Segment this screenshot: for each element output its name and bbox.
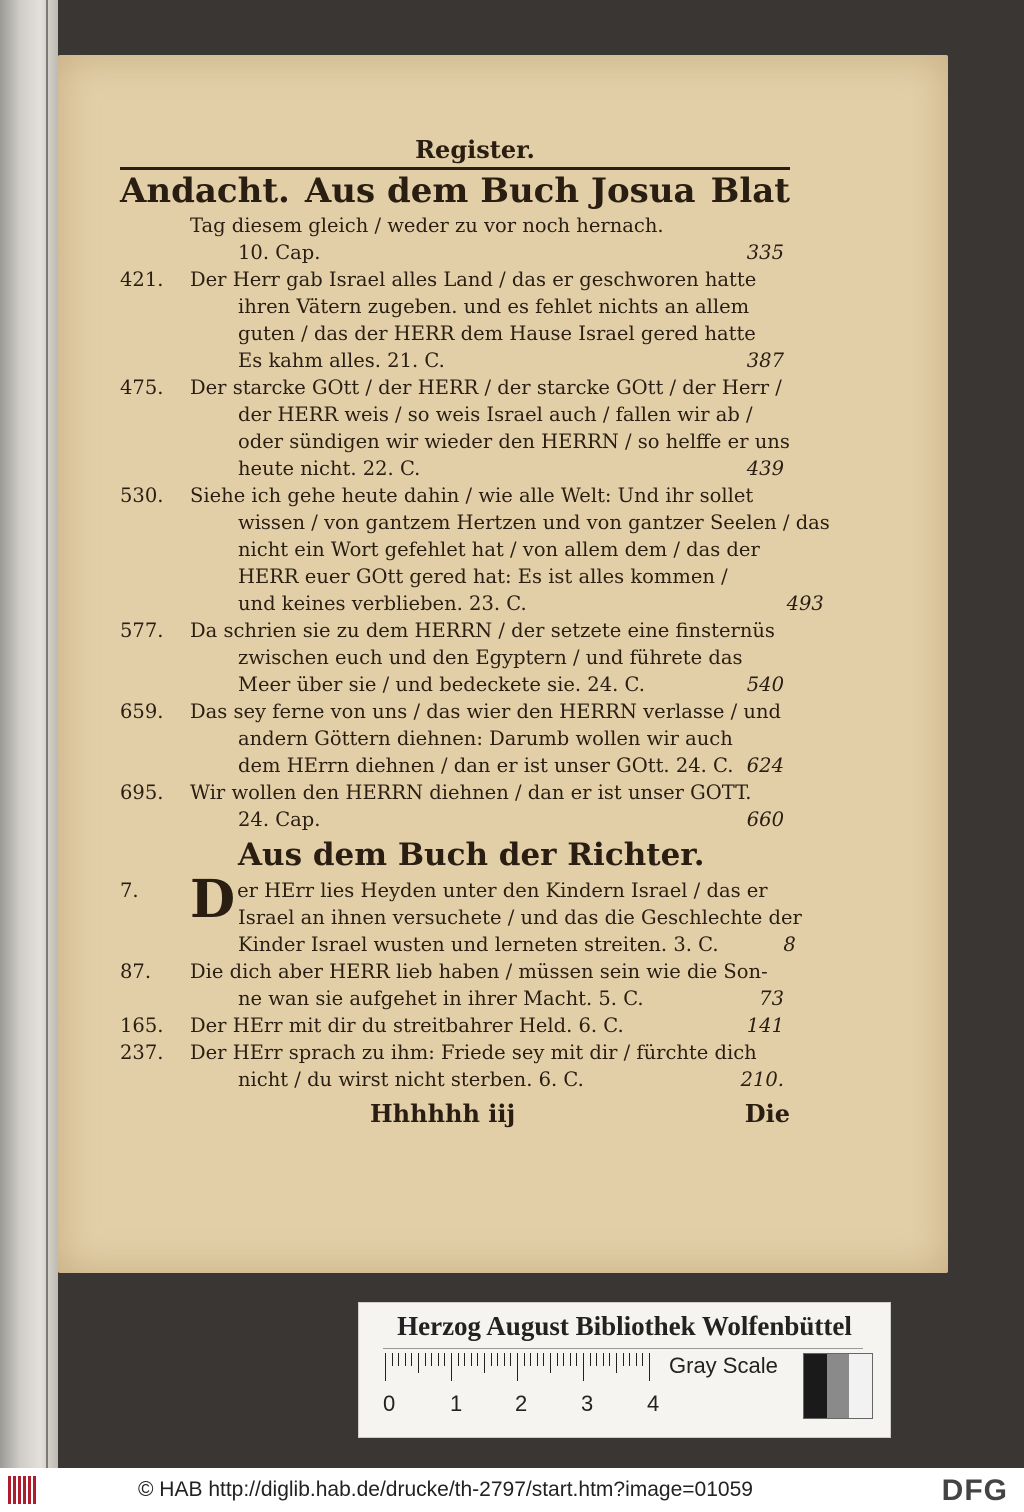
index-entry [120,374,790,482]
entry-last-line [190,455,790,482]
logo-bar [33,1476,36,1504]
entry-text [190,869,802,958]
logo-bar [23,1476,26,1504]
ruler-tick [504,1353,505,1366]
entry-line: Der Herr gab Israel alles Land / das er geschworen hatte [190,268,757,291]
ruler-tick [464,1353,465,1366]
index-entry [120,869,802,958]
entry-line: zwischen euch und den Egyptern / und führete das [238,646,743,669]
richter-entries [120,869,802,1093]
entry-text [190,212,790,266]
ruler-tick [458,1353,459,1366]
ruler-tick [543,1353,544,1366]
ruler-tick [477,1353,478,1366]
page-reference: 73 [759,987,784,1010]
entry-reference: Kinder Israel wusten und lerneten streiten. 3. C. [238,933,719,956]
page-reference: 540 [746,673,784,696]
ruler-tick [405,1353,406,1366]
entry-last-line [190,671,790,698]
entry-line: guten / das der HERR dem Hause Israel gered hatte [238,322,756,345]
ruler-tick [649,1353,650,1381]
ruler-tick [629,1353,630,1366]
left-page-edge [0,0,58,1468]
logo-bar [28,1476,31,1504]
entry-line: Wir wollen den HERRN diehnen / dan er ist unser GOTT. [190,781,752,804]
page-reference: 624 [746,754,784,777]
ruler-tick [524,1353,525,1366]
page-reference: 335 [746,241,784,264]
index-entry [120,212,790,266]
entry-last-line [190,239,790,266]
entry-number: 577. [120,619,164,642]
entry-line: wissen / von gantzem Hertzen und von gantzer Seelen / das [238,511,830,534]
ruler-tick [425,1353,426,1366]
entry-number [120,212,190,266]
ruler-tick [444,1353,445,1366]
entry-line: Die dich aber HERR lieb haben / müssen sein wie die Son- [190,960,768,983]
gray-scale-label: Gray Scale [669,1353,778,1378]
logo-bar [8,1476,11,1504]
header-right: Blat [710,171,790,211]
catchword: Die [744,1099,790,1128]
page-reference: 210. [740,1068,784,1091]
copyright-link[interactable]: © HAB http://diglib.hab.de/drucke/th-2797/start.htm?image=01059 [138,1478,753,1501]
column-header [120,170,790,212]
entry-number: 7. [120,879,139,902]
entry-text [190,958,790,1012]
ruler-tick [411,1353,412,1366]
entry-text [190,779,790,833]
index-entry [120,698,790,779]
entry-last-line [190,1012,790,1039]
entry-line: Der HErr lies Heyden unter den Kindern Israel / das er [190,869,768,930]
entry-last-line [190,347,790,374]
index-entry [120,958,790,1012]
ruler-tick [398,1353,399,1366]
entry-number: 87. [120,960,152,983]
entry-number: 695. [120,781,164,804]
index-entry [120,779,790,833]
entry-line: Der starcke GOtt / der HERR / der starcke GOtt / der Herr / [190,376,782,399]
dfg-logo: DFG [941,1474,1008,1507]
page-footer [120,1099,790,1128]
book-page [58,55,948,1273]
gray-swatches [803,1353,873,1419]
entry-text [190,482,830,617]
entry-reference: Der HErr mit dir du streitbahrer Held. 6. C. [190,1014,624,1037]
entry-reference: und keines verblieben. 23. C. [238,592,527,615]
josua-entries [120,212,830,833]
ruler-tick [451,1353,452,1381]
gray-swatch [827,1354,850,1418]
entry-text [190,1012,790,1039]
ruler-tick [484,1353,485,1373]
header-middle: Aus dem Buch Josua [304,171,696,211]
ruler-tick [491,1353,492,1366]
ruler-tick [510,1353,511,1366]
ruler-tick [570,1353,571,1366]
entry-line: Das sey ferne von uns / das wier den HERRN verlasse / und [190,700,782,723]
entry-line: Tag diesem gleich / weder zu vor noch hernach. [190,214,664,237]
ruler-tick [497,1353,498,1366]
entry-last-line [190,752,790,779]
ruler-tick [537,1353,538,1366]
entry-line: nicht ein Wort gefehlet hat / von allem dem / das der [238,538,760,561]
ruler-number: 0 [383,1391,396,1416]
page-reference: 141 [746,1014,784,1037]
entry-line: ihren Vätern zugeben. und es fehlet nichts an allem [238,295,750,318]
ruler-tick [530,1353,531,1366]
entry-text [190,1039,790,1093]
ruler-tick [576,1353,577,1366]
ruler-tick [623,1353,624,1366]
ruler-tick [616,1353,617,1373]
entry-text [190,266,790,374]
signature-mark: Hhhhhh iij [370,1099,516,1128]
ruler-tick [517,1353,518,1381]
ruler-tick [603,1353,604,1366]
entry-text [190,374,790,482]
ruler-number: 3 [581,1391,594,1416]
entry-reference: 10. Cap. [238,241,321,264]
entry-last-line [190,806,790,833]
running-head: Register. [415,135,535,164]
ruler-number: 1 [450,1391,463,1416]
entry-line: Da schrien sie zu dem HERRN / der setzete eine finsternüs [190,619,775,642]
ruler-tick [418,1353,419,1373]
ruler-tick [642,1353,643,1366]
page-reference: 493 [786,592,824,615]
entry-last-line [190,1066,790,1093]
ruler-tick [550,1353,551,1373]
entry-text [190,617,790,698]
ruler-number: 4 [647,1391,660,1416]
entry-reference: heute nicht. 22. C. [238,457,421,480]
library-name: Herzog August Bibliothek Wolfenbüttel [397,1311,852,1341]
entry-reference: 24. Cap. [238,808,321,831]
index-entry [120,617,790,698]
ruler-tick [392,1353,393,1366]
gray-swatch [849,1354,872,1418]
entry-line: andern Göttern diehnen: Darumb wollen wir auch [238,727,733,750]
logo-bar [18,1476,21,1504]
entry-line: Siehe ich gehe heute dahin / wie alle Welt: Und ihr sollet [190,484,754,507]
page-reference: 660 [746,808,784,831]
page-reference: 8 [783,933,796,956]
gray-swatch [804,1354,827,1418]
entry-reference: Es kahm alles. 21. C. [238,349,445,372]
ruler-tick [636,1353,637,1366]
entry-number: 421. [120,268,164,291]
entry-number: 237. [120,1041,164,1064]
entry-number: 530. [120,484,164,507]
measurement-ruler [385,1353,655,1381]
ruler-tick [438,1353,439,1366]
section-title: Aus dem Buch der Richter. [238,837,705,873]
entry-last-line [190,590,830,617]
ruler-tick [431,1353,432,1366]
entry-line: Der HErr sprach zu ihm: Friede sey mit dir / fürchte dich [190,1041,757,1064]
color-scale-card [358,1302,891,1438]
entry-line: HERR euer GOtt gered hat: Es ist alles kommen / [238,565,728,588]
entry-text [190,698,790,779]
index-entry [120,266,790,374]
page-reference: 387 [746,349,784,372]
entry-number: 475. [120,376,164,399]
ruler-tick [609,1353,610,1366]
header-left: Andacht. [120,171,290,211]
ruler-tick [590,1353,591,1366]
ruler-tick [557,1353,558,1366]
index-entry [120,482,830,617]
entry-reference: Meer über sie / und bedeckete sie. 24. C. [238,673,645,696]
entry-line: Israel an ihnen versuchete / und das die Geschlechte der [238,906,802,929]
ruler-number: 2 [515,1391,528,1416]
entry-line: oder sündigen wir wieder den HERRN / so helffe er uns [238,430,790,453]
ruler-tick [385,1353,386,1381]
entry-reference: dem HErrn diehnen / dan er ist unser GOtt. 24. C. [238,754,734,777]
ruler-tick [471,1353,472,1366]
entry-last-line [190,931,802,958]
page-reference: 439 [746,457,784,480]
hab-logo-icon [8,1476,38,1504]
entry-number: 165. [120,1014,164,1037]
entry-line: der HERR weis / so weis Israel auch / fallen wir ab / [238,403,753,426]
card-divider [383,1348,863,1349]
drop-capital: D [190,869,236,930]
index-entry [120,1012,790,1039]
logo-bar [13,1476,16,1504]
ruler-tick [563,1353,564,1366]
entry-reference: nicht / du wirst nicht sterben. 6. C. [238,1068,584,1091]
page-content [120,135,830,1128]
ruler-tick [583,1353,584,1381]
entry-last-line [190,985,790,1012]
entry-number: 659. [120,700,164,723]
entry-reference: ne wan sie aufgehet in ihrer Macht. 5. C. [238,987,644,1010]
footer-bar [0,1468,1024,1512]
index-entry [120,1039,790,1093]
ruler-tick [596,1353,597,1366]
